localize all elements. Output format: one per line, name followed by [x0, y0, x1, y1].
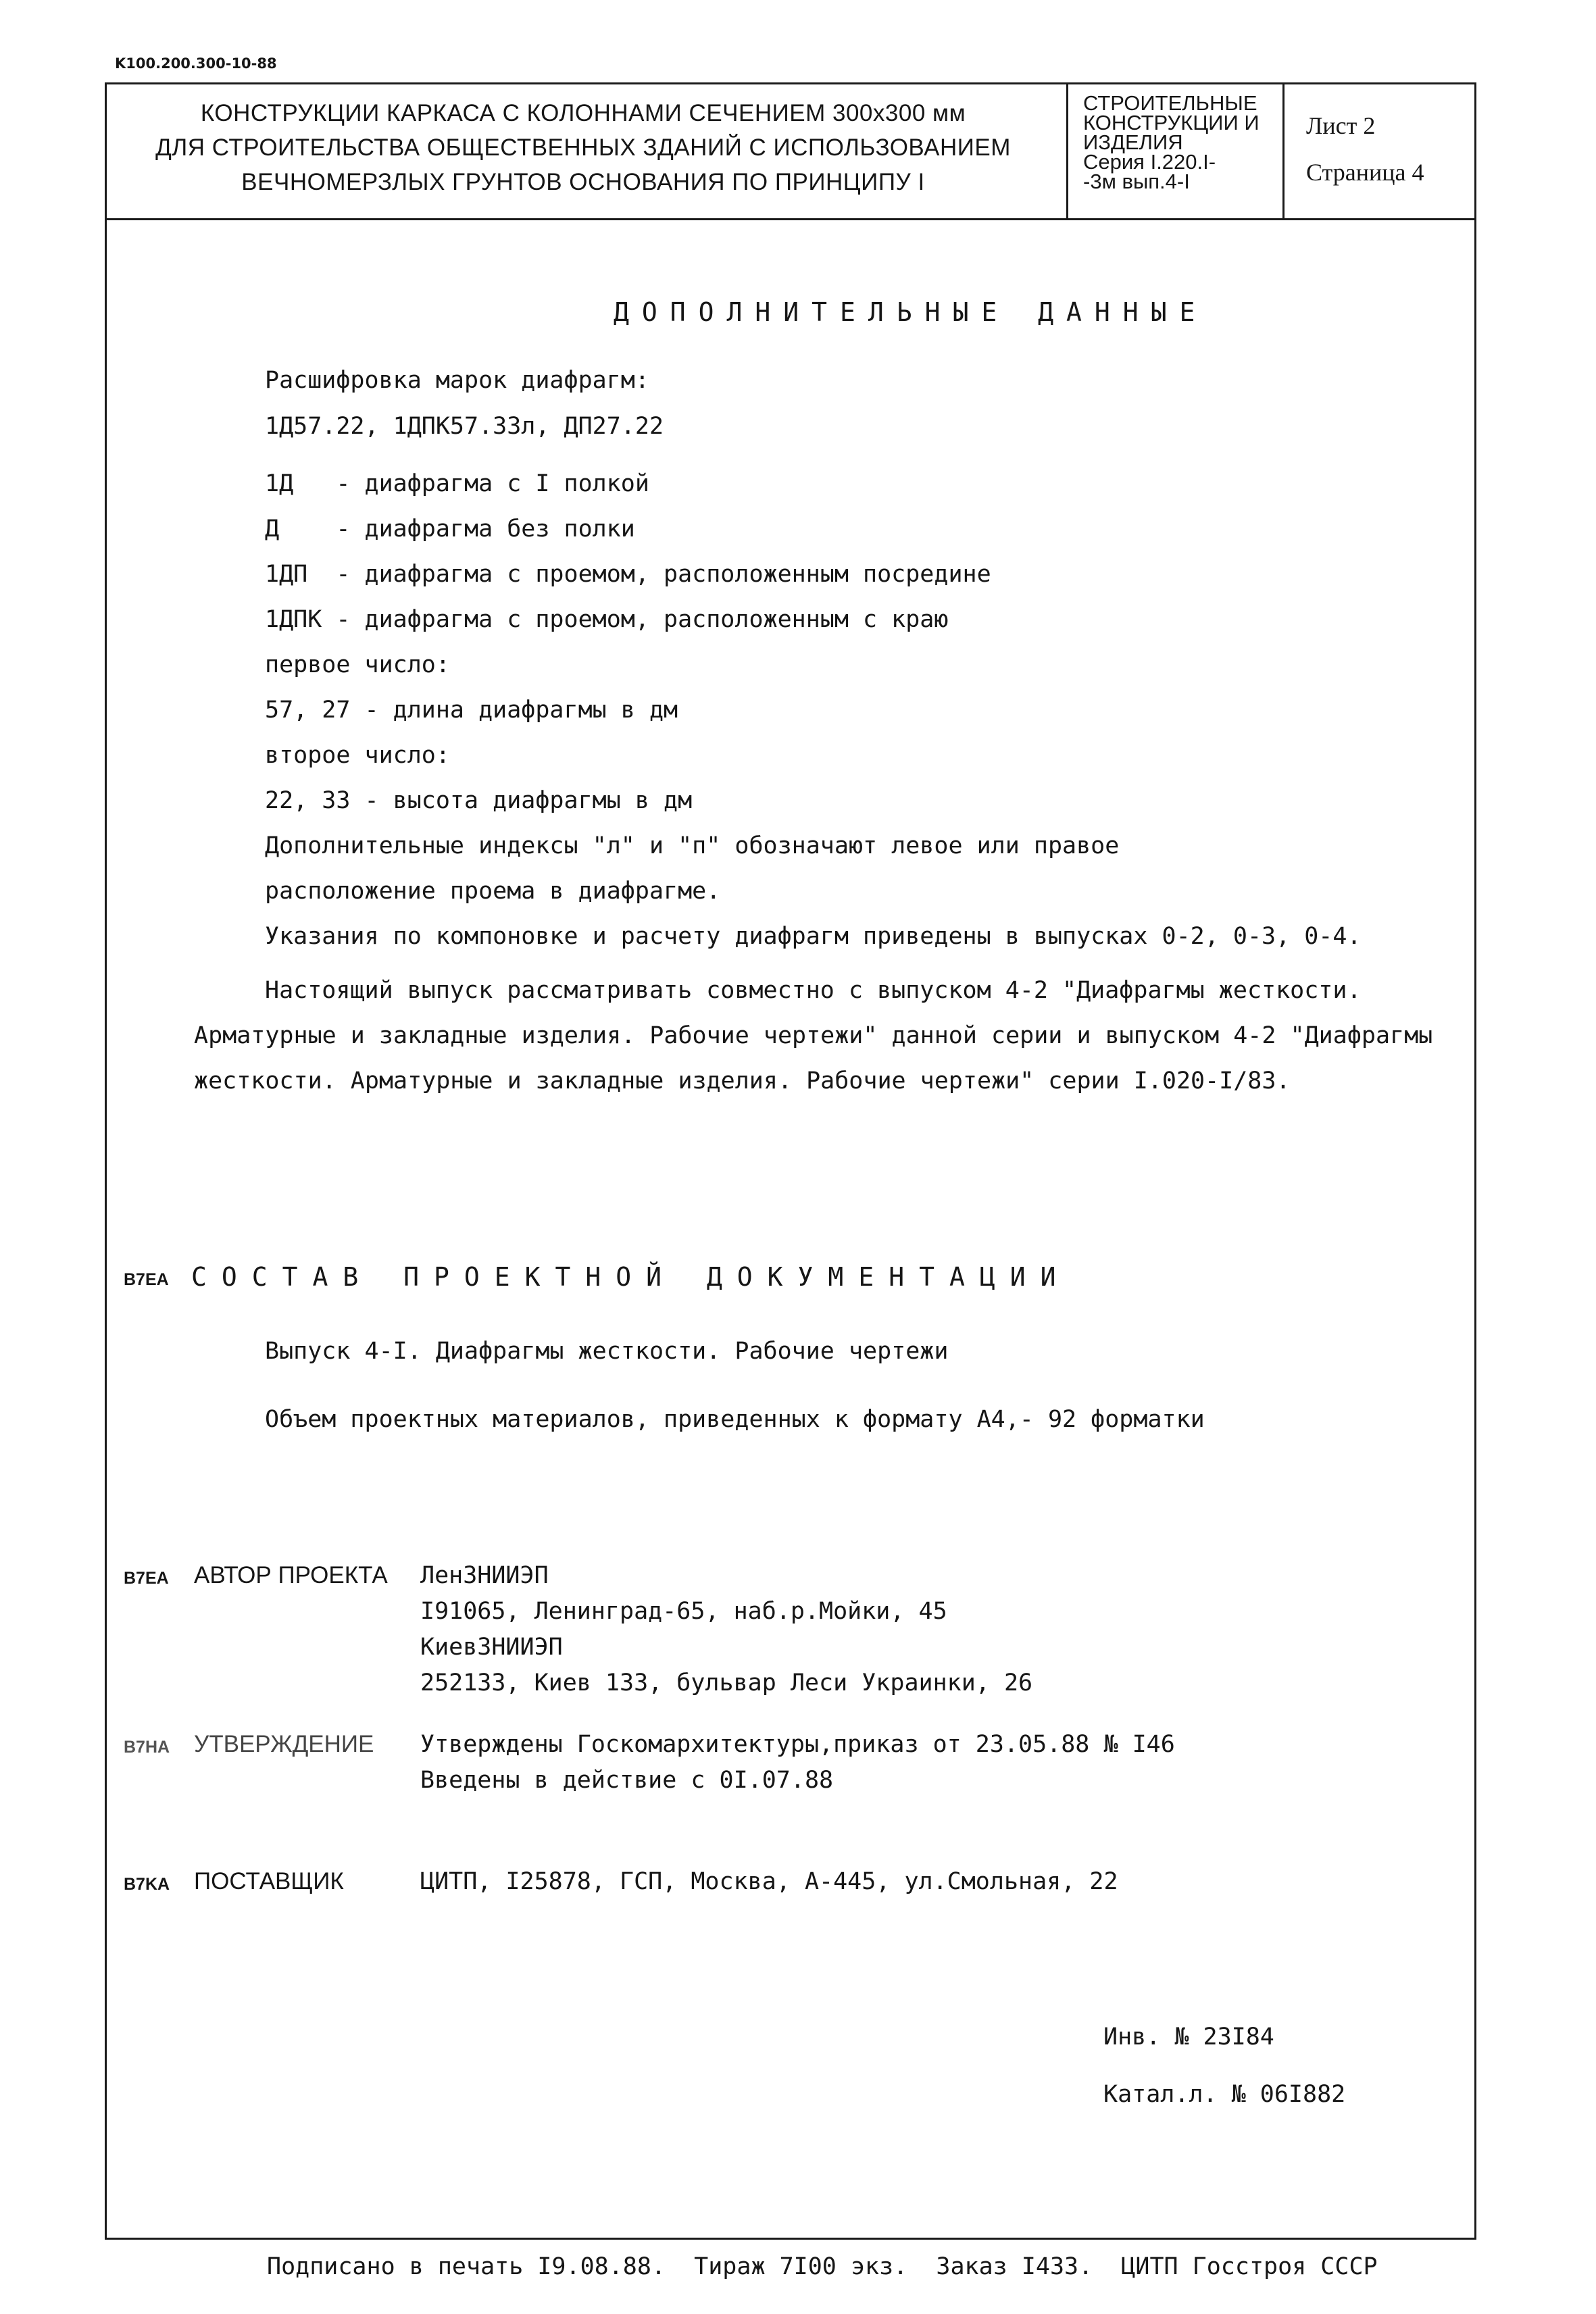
- composition-title: СОСТАВ ПРОЕКТНОЙ ДОКУМЕНТАЦИИ: [191, 1262, 1071, 1292]
- additional-line: Дополнительные индексы "л" и "п" обозначают левое или правое: [265, 832, 1120, 859]
- header-series: [1083, 93, 1260, 191]
- paragraph-line: Настоящий выпуск рассматривать совместно с выпуском 4-2 "Диафрагмы жесткости.: [265, 977, 1362, 1004]
- series-line: СТРОИТЕЛЬНЫЕ: [1083, 91, 1257, 115]
- author-tag: B7EA: [124, 1569, 169, 1588]
- additional-data-title: ДОПОЛНИТЕЛЬНЫЕ ДАННЫЕ: [614, 297, 1208, 327]
- additional-line: второе число:: [265, 742, 450, 769]
- series-line: Серия I.220.I-: [1083, 150, 1216, 174]
- author-line: КиевЗНИИЭП: [420, 1634, 563, 1661]
- additional-line: Расшифровка марок диафрагм:: [265, 367, 649, 394]
- approval-line: Введены в действие с 0I.07.88: [420, 1767, 834, 1794]
- header-column-divider-2: [1282, 82, 1285, 220]
- paragraph-line: Арматурные и закладные изделия. Рабочие чертежи" данной серии и выпуском 4-2 "Диафрагмы: [194, 1022, 1433, 1049]
- additional-line: расположение проема в диафрагме.: [265, 878, 721, 905]
- inventory-number: Инв. № 23I84: [1103, 2023, 1274, 2051]
- header-column-divider-1: [1066, 82, 1068, 220]
- author-line: ЛенЗНИИЭП: [420, 1562, 549, 1589]
- sheet-number: Лист 2: [1306, 112, 1376, 139]
- composition-line: Объем проектных материалов, приведенных к формату А4,- 92 форматки: [265, 1406, 1205, 1433]
- additional-line: Д - диафрагма без полки: [265, 515, 635, 543]
- supplier-address: ЦИТП, I25878, ГСП, Москва, А-445, ул.Смольная, 22: [420, 1868, 1118, 1895]
- header-divider: [105, 218, 1476, 220]
- header-title-line: КОНСТРУКЦИИ КАРКАСА С КОЛОННАМИ СЕЧЕНИЕМ 300x300 мм: [200, 100, 966, 126]
- author-line: 252133, Киев 133, бульвар Леси Украинки, 26: [420, 1669, 1033, 1696]
- author-line: I91065, Ленинград-65, наб.р.Мойки, 45: [420, 1598, 947, 1625]
- author-label: АВТОР ПРОЕКТА: [194, 1562, 388, 1588]
- series-line: -3м вып.4-I: [1083, 170, 1190, 193]
- document-code: K100.200.300-10-88: [115, 55, 277, 72]
- series-line: КОНСТРУКЦИИ И: [1083, 111, 1260, 134]
- page-frame: [105, 82, 1476, 2240]
- additional-line: 57, 27 - длина диафрагмы в дм: [265, 697, 678, 724]
- header-sheet-info: [1306, 103, 1424, 196]
- page-number: Страница 4: [1306, 159, 1424, 186]
- additional-line: 1ДП - диафрагма с проемом, расположенным посредине: [265, 561, 991, 588]
- header-title: [107, 96, 1059, 199]
- approval-tag: B7HA: [124, 1738, 170, 1757]
- catalog-number: Катал.л. № 06I882: [1103, 2081, 1346, 2108]
- additional-line: 22, 33 - высота диафрагмы в дм: [265, 787, 693, 814]
- additional-line: первое число:: [265, 651, 450, 678]
- approval-label: УТВЕРЖДЕНИЕ: [194, 1731, 374, 1757]
- header-title-line: ВЕЧНОМЕРЗЛЫХ ГРУНТОВ ОСНОВАНИЯ ПО ПРИНЦИПУ I: [241, 169, 925, 195]
- series-line: ИЗДЕЛИЯ: [1083, 130, 1183, 154]
- additional-line: Указания по компоновке и расчету диафрагм приведены в выпусках 0-2, 0-3, 0-4.: [265, 923, 1362, 950]
- additional-line: 1ДПК - диафрагма с проемом, расположенным с краю: [265, 606, 949, 633]
- paragraph-line: жесткости. Арматурные и закладные изделия. Рабочие чертежи" серии I.020-I/83.: [194, 1067, 1291, 1095]
- approval-line: Утверждены Госкомархитектуры,приказ от 23.05.88 № I46: [420, 1731, 1175, 1758]
- print-footer: Подписано в печать I9.08.88. Тираж 7I00 экз. Заказ I433. ЦИТП Госстроя СССР: [267, 2253, 1378, 2280]
- additional-line: 1Д - диафрагма с I полкой: [265, 470, 649, 497]
- additional-line: 1Д57.22, 1ДПК57.33л, ДП27.22: [265, 413, 664, 440]
- composition-tag: B7EA: [124, 1270, 169, 1289]
- composition-line: Выпуск 4-I. Диафрагмы жесткости. Рабочие чертежи: [265, 1338, 949, 1365]
- supplier-tag: B7KA: [124, 1875, 170, 1894]
- header-title-line: ДЛЯ СТРОИТЕЛЬСТВА ОБЩЕСТВЕННЫХ ЗДАНИЙ С ИСПОЛЬЗОВАНИЕМ: [155, 134, 1011, 161]
- supplier-label: ПОСТАВЩИК: [194, 1868, 344, 1894]
